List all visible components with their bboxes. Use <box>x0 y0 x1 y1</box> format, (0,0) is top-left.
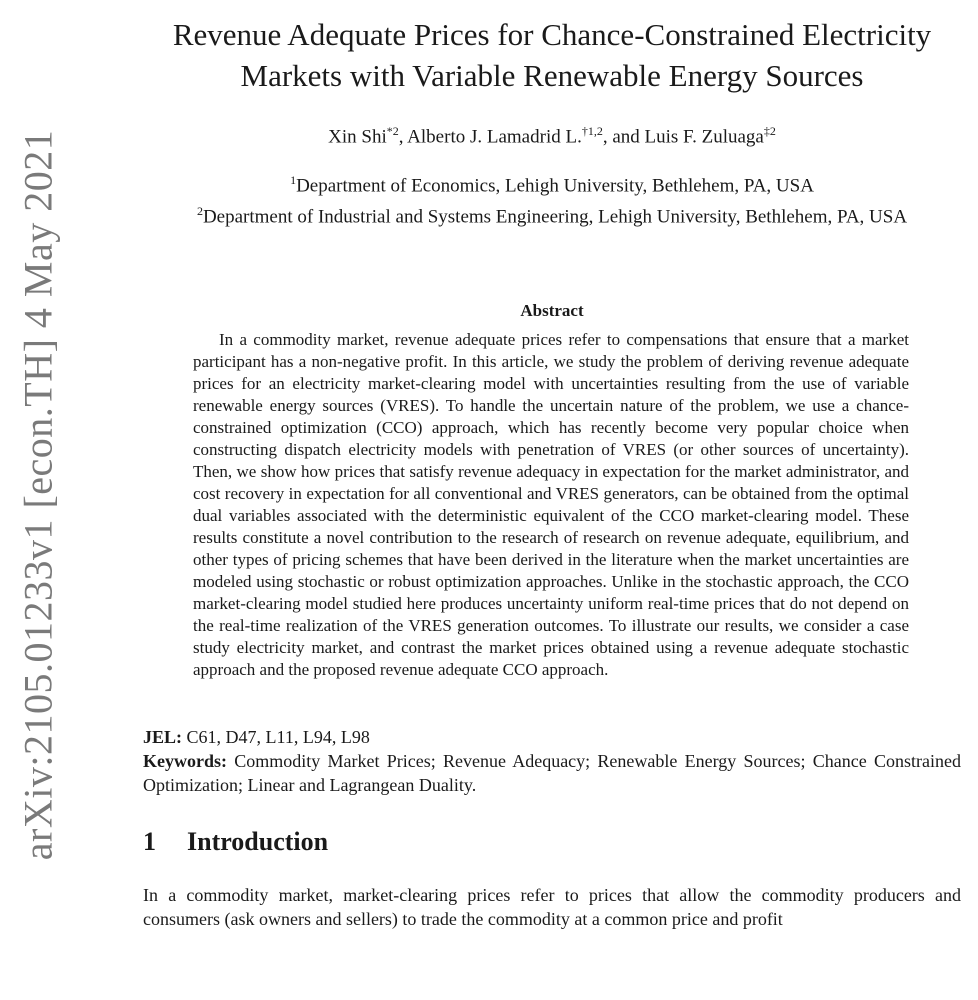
author-1-mark: *2 <box>386 124 399 138</box>
section-title: Introduction <box>187 826 329 856</box>
jel-line <box>143 725 961 749</box>
section-heading <box>143 827 961 857</box>
paper-page <box>143 0 961 931</box>
keywords-text: Commodity Market Prices; Revenue Adequacy; Renewable Energy Sources; Chance Constrained Optimization; Linear and Lagrangean Duality. <box>143 750 961 795</box>
arxiv-identifier: arXiv:2105.01233v1 [econ.TH] 4 May 2021 <box>15 129 61 861</box>
section-number: 1 <box>143 826 156 856</box>
keywords-label: Keywords: <box>143 750 227 771</box>
author-3-mark: ‡2 <box>763 124 776 138</box>
abstract-body: In a commodity market, revenue adequate prices refer to compensations that ensure that a market participant has a non-negative profit. In this article, we study the problem of deriving revenue adequate prices for an electricity market-clearing model with uncertainties resulting from the use of variable renewable energy sources (VRES). To handle the uncertain nature of the problem, we use a chance-constrained optimization (CCO) approach, which has recently become very popular choice when constructing dispatch electricity models with penetration of VRES (or other sources of uncertainty). Then, we show how prices that satisfy revenue adequacy in expectation for the market administrator, and cost recovery in expectation for all conventional and VRES generators, can be obtained from the optimal dual variables associated with the deterministic equivalent of the CCO market-clearing model. These results constitute a novel contribution to the research of research on revenue adequate, equilibrium, and other types of pricing schemes that have been derived in the literature when the market uncertainties are modeled using stochastic or robust optimization approaches. Unlike in the stochastic approach, the CCO market-clearing model studied here produces uncertainty uniform real-time prices that do not depend on the real-time realization of the VRES generation outcomes. To illustrate our results, we consider a case study electricity market, and contrast the market prices obtained using a revenue adequate stochastic approach and the proposed revenue adequate CCO approach. <box>193 329 909 679</box>
author-2: , Alberto J. Lamadrid L. <box>398 126 582 148</box>
introduction-paragraph: In a commodity market, market-clearing prices refer to prices that allow the commodity producers and consumers (ask owners and sellers) to trade the commodity at a common price and profit <box>143 884 961 929</box>
affiliation-2: $^2$Department of Industrial and Systems Engineering, Lehigh University, Bethlehem, PA, USA <box>196 203 908 227</box>
author-list <box>143 124 961 148</box>
affiliation-1: $^1$Department of Economics, Lehigh University, Bethlehem, PA, USA <box>290 173 814 197</box>
author-1: Xin Shi <box>328 126 387 148</box>
title-line-1: Revenue Adequate Prices for Chance-Constrained Electricity <box>172 17 932 52</box>
title-line-2: Markets with Variable Renewable Energy Sources <box>240 58 864 93</box>
author-3: , and Luis F. Zuluaga <box>602 126 764 148</box>
arxiv-sidebar-stamp <box>0 0 60 1000</box>
affiliations <box>143 168 961 229</box>
jel-label: JEL: <box>143 726 183 747</box>
abstract-heading: Abstract <box>520 300 584 320</box>
paper-title <box>143 14 961 96</box>
paper-metadata <box>143 725 961 797</box>
author-2-mark: †1,2 <box>581 124 603 138</box>
keywords-line <box>143 749 961 797</box>
jel-codes: C61, D47, L11, L94, L98 <box>186 726 370 747</box>
